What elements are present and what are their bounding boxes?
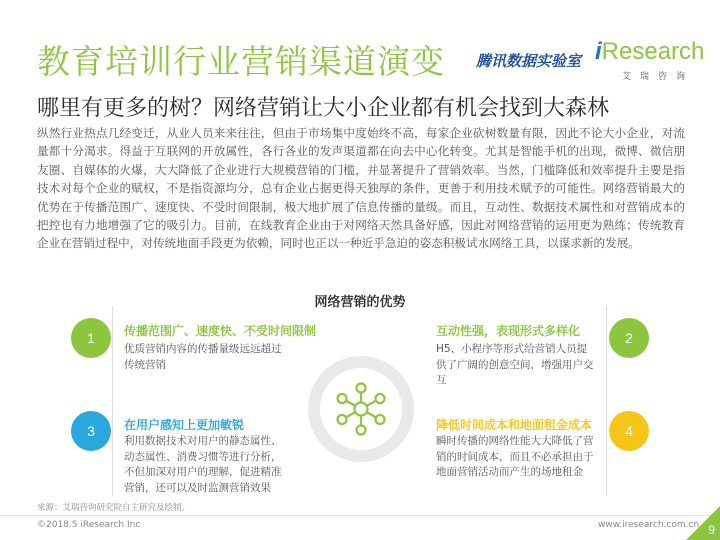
copyright: ©2018.5 iResearch Inc: [37, 520, 141, 530]
page-number: 9: [708, 523, 715, 537]
advantage-2-number-circle: 2: [609, 318, 649, 358]
advantage-1-number-circle: 1: [71, 318, 111, 358]
advantage-1-title: 传播范围广、速度快、不受时间限制: [124, 324, 317, 338]
source-note: 来源：艾瑞咨询研究院自主研究及绘制。: [37, 503, 191, 513]
right-divider-line: [606, 306, 607, 496]
website-url: www.iresearch.com.cn: [598, 520, 700, 530]
advantage-3-number-circle: 3: [71, 411, 111, 451]
iresearch-logo-i: i: [595, 38, 602, 65]
advantage-3-title: 在用户感知上更加敏锐: [124, 418, 245, 432]
left-divider-line: [112, 306, 113, 496]
page-title: 教育培训行业营销渠道演变: [37, 42, 445, 81]
footer-divider: [0, 515, 720, 516]
iresearch-logo-text: Research: [601, 38, 705, 65]
advantage-3-body: 利用数据技术对用户的静态属性、动态属性、消费习惯等进行分析，不但加深对用户的理解，促进精准营销，还可以及时监测营销效果: [124, 435, 282, 494]
advantage-4-title: 降低时间成本和地面租金成本: [436, 418, 593, 432]
advantage-1-body: 优质营销内容的传播量级远远超过传统营销: [124, 343, 282, 371]
panel-title: 网络营销的优势: [314, 295, 406, 310]
advantage-4-body: 瞬时传播的网络性能大大降低了营销的时间成本，而且不必承担由于地面营销活动而产生的场地租金: [436, 435, 594, 478]
page-subtitle: 哪里有更多的树？网络营销让大小企业都有机会找到大森林: [37, 96, 610, 121]
intro-paragraph: 纵然行业热点几经变迁，从业人员来来往往，但由于市场集中度始终不高，每家企业砍树数量有限，因此不论大小企业，对流量都十分渴求。得益于互联网的开放属性，各行各业的发声渠道都在向去中心化转变。尤其是智能手机的出现，微博、微信朋友圈、自媒体的火爆，大大降低了企业进行大规模营销的门槛，并显著提升了营销效率。当然，门槛降低和效率提升主要是指技术对每个企业的赋权，不是指资源均分，总有企业占据更得天独厚的条件，更善于利用技术赋予的可能性。网络营销最大的优势在于传播范围广、速度快、不受时间限制，极大地扩展了信息传播的量级。而且，互动性、数据技术属性和对营销成本的把控也有力地增强了它的吸引力。目前，在线教育企业由于对网络天然具备好感，因此对网络营销的运用更为熟练；传统教育企业在营销过程中，对传统地面手段更为依赖，同时也正以一种近乎急迫的姿态积极试水网络工具，以谋求新的发展。: [37, 126, 685, 251]
iresearch-logo: [595, 38, 704, 66]
network-nodes-icon: [331, 379, 391, 439]
advantage-2-body: H5、小程序等形式给营销人员提供了广阔的创意空间，增强用户交互: [436, 343, 594, 386]
advantage-2-title: 互动性强，表现形式多样化: [436, 324, 581, 338]
iresearch-logo-chinese: 艾瑞咨询: [622, 72, 695, 82]
advantage-4-number-circle: 4: [609, 411, 649, 451]
tencent-data-lab-logo: 腾讯数据实验室: [476, 52, 582, 70]
